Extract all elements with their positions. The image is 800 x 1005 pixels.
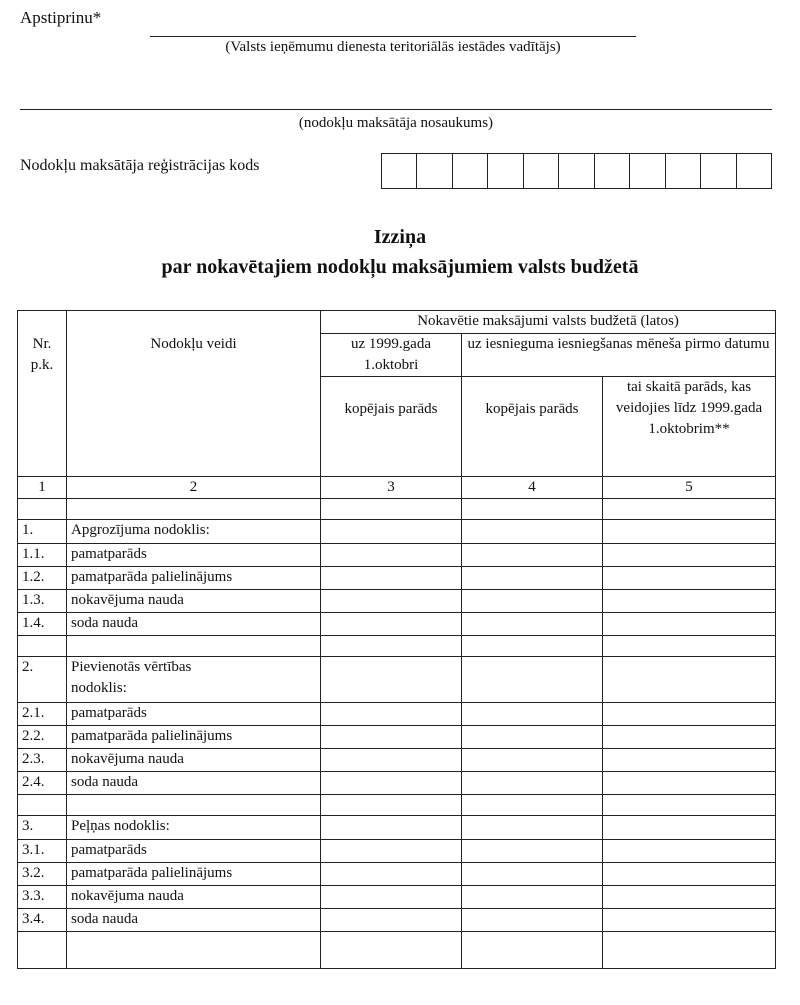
column-number: 5 (603, 477, 776, 499)
header-total-debt-month: kopējais parāds (462, 377, 603, 477)
table-row (18, 886, 776, 909)
row-nr: 1.4. (18, 613, 67, 636)
row-label: pamatparāda palielinājums (67, 567, 321, 590)
row-nr: 2.1. (18, 703, 67, 726)
regcode-label: Nodokļu maksātāja reģistrācijas kods (20, 157, 260, 174)
column-number: 3 (321, 477, 462, 499)
amount-cell[interactable] (462, 909, 603, 932)
regcode-digit-box[interactable] (524, 154, 559, 188)
regcode-digit-box[interactable] (630, 154, 665, 188)
amount-cell[interactable] (462, 863, 603, 886)
row-label: nokavējuma nauda (67, 749, 321, 772)
amount-cell[interactable] (321, 772, 462, 795)
approver-signature-line[interactable] (150, 36, 636, 37)
section-row (18, 520, 776, 544)
table-row (18, 703, 776, 726)
amount-cell[interactable] (321, 657, 462, 703)
table-row (18, 726, 776, 749)
amount-cell[interactable] (321, 590, 462, 613)
amount-cell[interactable] (603, 840, 776, 863)
amount-cell[interactable] (603, 909, 776, 932)
table-row (18, 613, 776, 636)
table-row (18, 567, 776, 590)
section-nr: 1. (18, 520, 67, 544)
document-title: Izziņa (373, 226, 427, 248)
amount-cell[interactable] (603, 590, 776, 613)
amount-cell[interactable] (603, 772, 776, 795)
amount-cell[interactable] (462, 657, 603, 703)
approver-caption: (Valsts ieņēmumu dienesta teritoriālās iestādes vadītājs) (225, 39, 561, 55)
amount-cell[interactable] (321, 840, 462, 863)
row-nr: 1.3. (18, 590, 67, 613)
amount-cell[interactable] (321, 567, 462, 590)
column-number: 2 (67, 477, 321, 499)
taxpayer-caption: (nodokļu maksātāja nosaukums) (298, 115, 494, 131)
amount-cell[interactable] (603, 863, 776, 886)
section-name-line2: nodoklis: (71, 680, 127, 696)
amount-cell[interactable] (603, 657, 776, 703)
table-row (18, 772, 776, 795)
table-row (18, 909, 776, 932)
amount-cell[interactable] (321, 544, 462, 567)
amount-cell[interactable] (462, 567, 603, 590)
amount-cell[interactable] (603, 749, 776, 772)
header-incl-debt: tai skaitā parāds, kas veidojies līdz 1999.gada 1.oktobrim** (603, 377, 776, 477)
section-nr: 3. (18, 816, 67, 840)
amount-cell[interactable] (321, 749, 462, 772)
header-nr-cell (18, 311, 67, 334)
amount-cell[interactable] (462, 544, 603, 567)
amount-cell[interactable] (321, 886, 462, 909)
table-row (18, 590, 776, 613)
regcode-digit-box[interactable] (453, 154, 488, 188)
amount-cell[interactable] (321, 863, 462, 886)
row-label: soda nauda (67, 909, 321, 932)
regcode-digit-box[interactable] (666, 154, 701, 188)
table-row (18, 840, 776, 863)
row-label: pamatparāda palielinājums (67, 863, 321, 886)
regcode-digit-box[interactable] (382, 154, 417, 188)
amount-cell[interactable] (462, 749, 603, 772)
amount-cell[interactable] (603, 613, 776, 636)
header-as-of-1999: uz 1999.gada 1.oktobri (321, 334, 462, 377)
regcode-digit-box[interactable] (701, 154, 736, 188)
row-label: pamatparāds (67, 703, 321, 726)
overdue-payments-table (17, 310, 776, 969)
regcode-digit-box[interactable] (417, 154, 452, 188)
amount-cell[interactable] (603, 816, 776, 840)
amount-cell[interactable] (603, 886, 776, 909)
header-group: Nokavētie maksājumi valsts budžetā (latos) (321, 311, 776, 334)
amount-cell[interactable] (603, 544, 776, 567)
row-label: pamatparāds (67, 840, 321, 863)
amount-cell[interactable] (321, 726, 462, 749)
row-label: nokavējuma nauda (67, 886, 321, 909)
amount-cell[interactable] (603, 520, 776, 544)
amount-cell[interactable] (462, 726, 603, 749)
amount-cell[interactable] (462, 520, 603, 544)
amount-cell[interactable] (603, 567, 776, 590)
regcode-digit-box[interactable] (595, 154, 630, 188)
amount-cell[interactable] (321, 613, 462, 636)
row-nr: 3.3. (18, 886, 67, 909)
regcode-digit-box[interactable] (559, 154, 594, 188)
amount-cell[interactable] (603, 703, 776, 726)
approve-label: Apstiprinu* (20, 8, 102, 27)
amount-cell[interactable] (321, 909, 462, 932)
header-nr: Nr. p.k. (18, 334, 67, 477)
amount-cell[interactable] (603, 726, 776, 749)
table-row (18, 544, 776, 567)
amount-cell[interactable] (321, 816, 462, 840)
table-row (18, 749, 776, 772)
section-nr: 2. (18, 657, 67, 703)
section-row (18, 816, 776, 840)
row-label: soda nauda (67, 613, 321, 636)
column-number: 4 (462, 477, 603, 499)
header-tax-types: Nodokļu veidi (67, 334, 321, 477)
taxpayer-name-line[interactable] (20, 109, 772, 110)
row-label: nokavējuma nauda (67, 590, 321, 613)
amount-cell[interactable] (321, 520, 462, 544)
row-nr: 3.4. (18, 909, 67, 932)
row-nr: 2.2. (18, 726, 67, 749)
amount-cell[interactable] (462, 613, 603, 636)
document-subtitle: par nokavētajiem nodokļu maksājumiem valsts budžetā (161, 256, 639, 278)
row-nr: 2.4. (18, 772, 67, 795)
row-label: pamatparāds (67, 544, 321, 567)
amount-cell[interactable] (462, 703, 603, 726)
amount-cell[interactable] (321, 703, 462, 726)
regcode-input-boxes[interactable] (381, 153, 772, 189)
section-name-line1: Pievienotās vērtības (71, 659, 192, 675)
row-nr: 1.2. (18, 567, 67, 590)
amount-cell[interactable] (462, 772, 603, 795)
header-as-of-month: uz iesnieguma iesniegšanas mēneša pirmo datumu (462, 334, 776, 377)
section-row (18, 657, 776, 703)
header-tax-cell (67, 311, 321, 334)
section-name: Apgrozījuma nodoklis: (67, 520, 321, 544)
amount-cell[interactable] (462, 816, 603, 840)
table-row (18, 863, 776, 886)
row-label: pamatparāda palielinājums (67, 726, 321, 749)
header-total-debt-1999: kopējais parāds (321, 377, 462, 477)
amount-cell[interactable] (462, 590, 603, 613)
row-nr: 3.2. (18, 863, 67, 886)
amount-cell[interactable] (462, 886, 603, 909)
section-name (67, 657, 321, 703)
column-number: 1 (18, 477, 67, 499)
section-name: Peļņas nodoklis: (67, 816, 321, 840)
regcode-digit-box[interactable] (737, 154, 771, 188)
regcode-digit-box[interactable] (488, 154, 523, 188)
row-nr: 1.1. (18, 544, 67, 567)
amount-cell[interactable] (462, 840, 603, 863)
row-nr: 2.3. (18, 749, 67, 772)
row-label: soda nauda (67, 772, 321, 795)
row-nr: 3.1. (18, 840, 67, 863)
